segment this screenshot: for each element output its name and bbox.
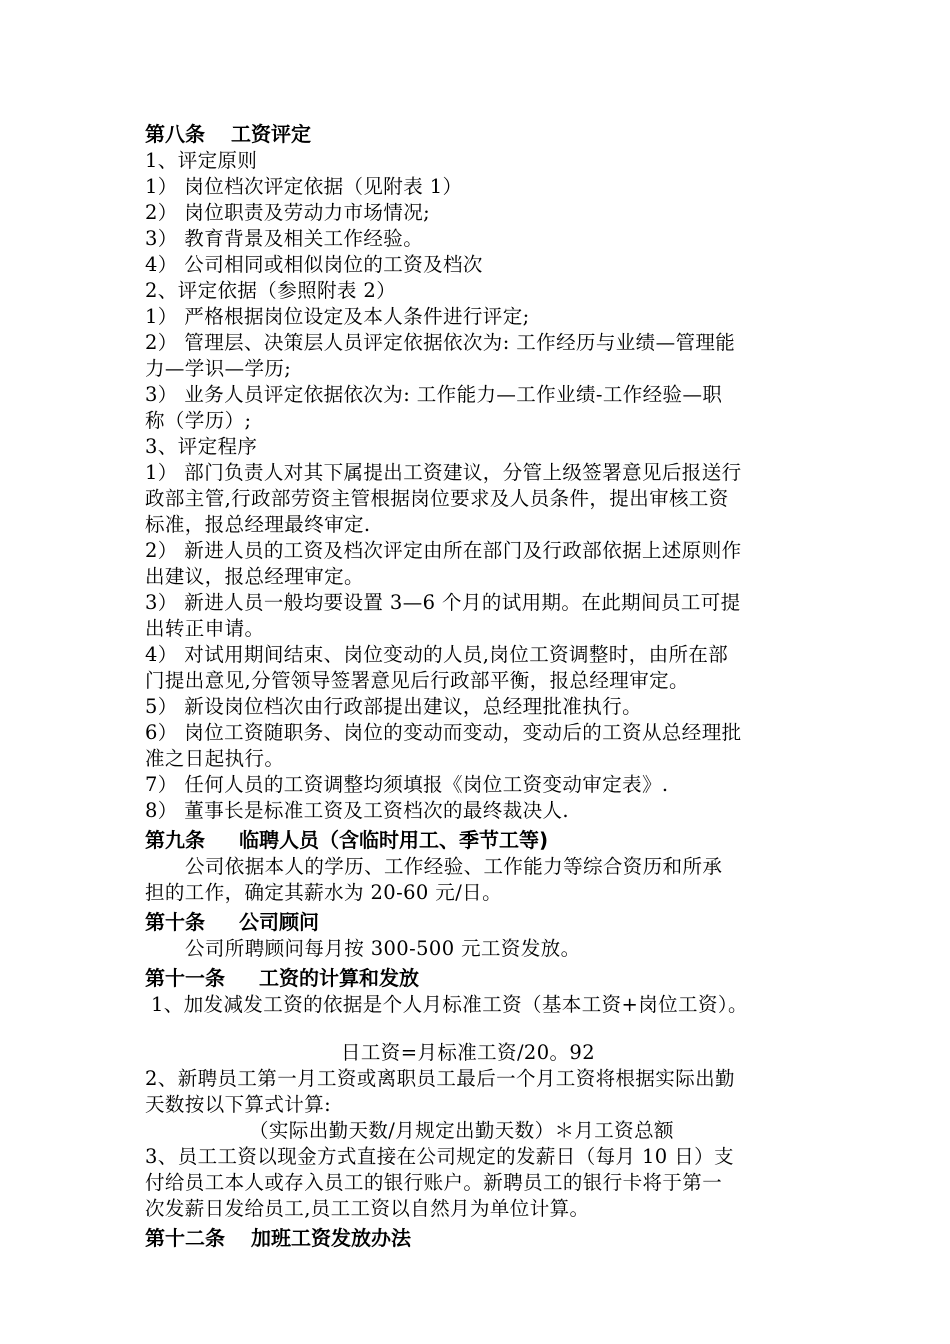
article-11-heading (145, 964, 817, 992)
article-8-line: 1） 严格根据岗位设定及本人条件进行评定; (145, 305, 530, 328)
article-8-line: 4） 公司相同或相似岗位的工资及档次 (145, 253, 483, 276)
article-8-line: 1、评定原则 (145, 149, 258, 172)
article-8-line: 3） 新进人员一般均要设置 3—6 个月的试用期。在此期间员工可提 (145, 591, 741, 614)
daily-wage-formula: 日工资=月标准工资/20。92 (341, 1041, 596, 1064)
article-8-line: 2） 岗位职责及劳动力市场情况; (145, 201, 431, 224)
article-10-heading (145, 908, 817, 936)
article-11-body: 1、加发减发工资的依据是个人月标准工资（基本工资+岗位工资）。 (151, 993, 748, 1016)
article-8-line: 门提出意见,分管领导签署意见后行政部平衡，报总经理审定。 (145, 669, 689, 692)
article-8-line: 2） 管理层、决策层人员评定依据依次为: 工作经历与业绩—管理能 (145, 331, 736, 354)
article-8-line: 4） 对试用期间结束、岗位变动的人员,岗位工资调整时，由所在部 (145, 643, 729, 666)
article-8-line: 准之日起执行。 (145, 747, 285, 770)
article-8-line: 力—学识—学历; (145, 357, 292, 380)
article-12-heading (145, 1224, 817, 1252)
article-8-line: 政部主管,行政部劳资主管根据岗位要求及人员条件，提出审核工资 (145, 487, 729, 510)
article-11-body: 天数按以下算式计算: (145, 1093, 332, 1116)
article-8-line: 8） 董事长是标准工资及工资档次的最终裁决人. (145, 799, 570, 822)
article-8-line: 称（学历）; (145, 409, 252, 432)
article-8-number: 第八条 (145, 122, 205, 146)
article-9-number: 第九条 (145, 828, 205, 852)
article-11-number: 第十一条 (145, 966, 225, 990)
article-12-number: 第十二条 (145, 1226, 225, 1250)
article-9-title: 临聘人员（含临时用工、季节工等) (239, 828, 549, 852)
article-8-title: 工资评定 (231, 122, 311, 146)
article-8-line: 7） 任何人员的工资调整均须填报《岗位工资变动审定表》. (145, 773, 669, 796)
article-11-body: 次发薪日发给员工,员工工资以自然月为单位计算。 (145, 1197, 590, 1220)
article-8-line: 3） 业务人员评定依据依次为: 工作能力—工作业绩-工作经验—职 (145, 383, 723, 406)
article-8-line: 1） 岗位档次评定依据（见附表 1） (145, 175, 463, 198)
article-9-body: 担的工作，确定其薪水为 20-60 元/日。 (145, 881, 502, 904)
article-8-line: 标准，报总经理最终审定. (145, 513, 371, 536)
attendance-wage-formula: （实际出勤天数/月规定出勤天数）＊月工资总额 (249, 1119, 674, 1142)
article-8-line: 出转正申请。 (145, 617, 265, 640)
document-page (145, 118, 817, 1252)
article-8-line: 3、评定程序 (145, 435, 258, 458)
article-8-line: 5） 新设岗位档次由行政部提出建议，总经理批准执行。 (145, 695, 643, 718)
article-10-body: 公司所聘顾问每月按 300-500 元工资发放。 (185, 937, 581, 960)
article-8-line: 2、评定依据（参照附表 2） (145, 279, 397, 302)
article-8-line: 6） 岗位工资随职务、岗位的变动而变动，变动后的工资从总经理批 (145, 721, 742, 744)
article-8-line: 3） 教育背景及相关工作经验。 (145, 227, 424, 250)
article-11-title: 工资的计算和发放 (259, 966, 419, 990)
article-11-body: 付给员工本人或存入员工的银行账户。新聘员工的银行卡将于第一 (145, 1171, 723, 1194)
article-9-body: 公司依据本人的学历、工作经验、工作能力等综合资历和所承 (185, 855, 723, 878)
article-8-line: 1） 部门负责人对其下属提出工资建议，分管上级签署意见后报送行 (145, 461, 742, 484)
article-8-heading (145, 120, 817, 148)
article-10-number: 第十条 (145, 910, 205, 934)
article-8-line: 2） 新进人员的工资及档次评定由所在部门及行政部依据上述原则作 (145, 539, 742, 562)
article-10-title: 公司顾问 (239, 910, 319, 934)
article-9-heading (145, 826, 817, 854)
article-12-title: 加班工资发放办法 (251, 1226, 411, 1250)
article-11-body: 2、新聘员工第一月工资或离职员工最后一个月工资将根据实际出勤 (145, 1067, 735, 1090)
article-8-line: 出建议，报总经理审定。 (145, 565, 364, 588)
article-11-body: 3、员工工资以现金方式直接在公司规定的发薪日（每月 10 日）支 (145, 1145, 734, 1168)
